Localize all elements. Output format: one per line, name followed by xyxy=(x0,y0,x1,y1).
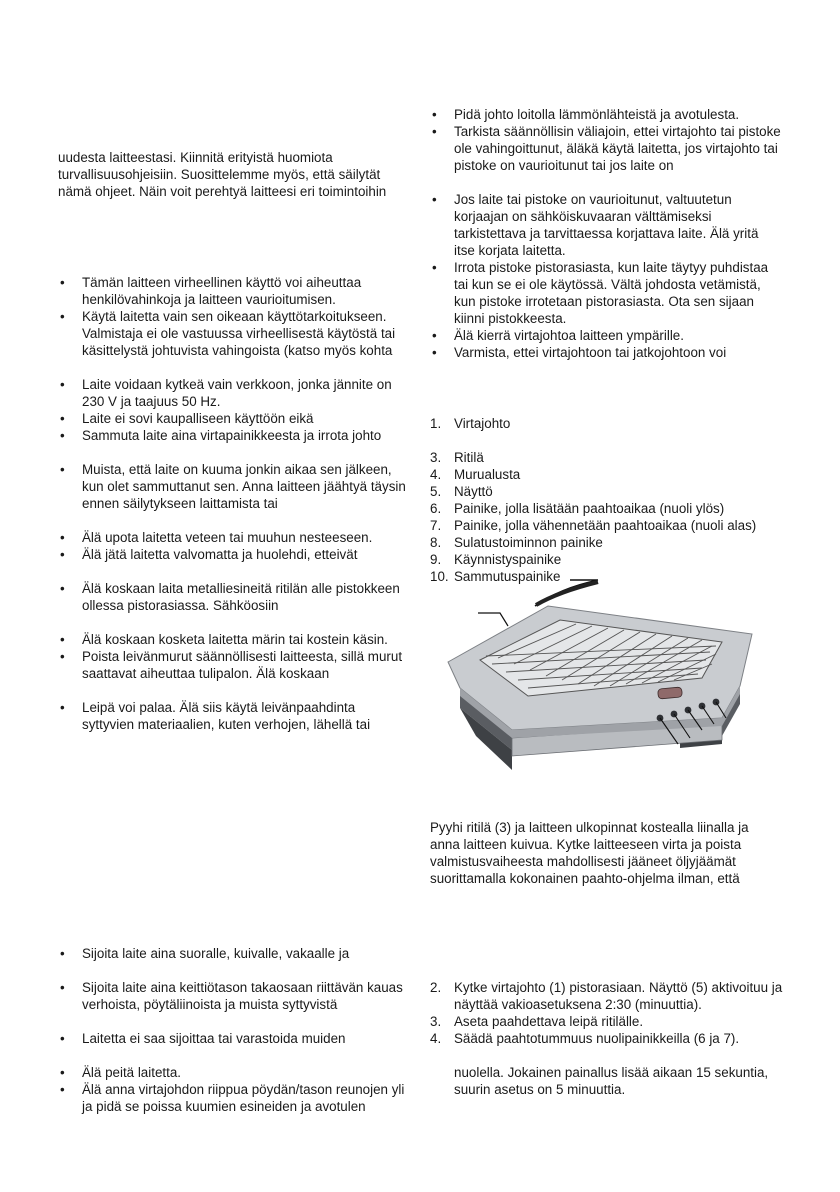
item-label: Virtajohto xyxy=(454,416,511,431)
safety-list-5 xyxy=(58,580,410,614)
parts-item xyxy=(430,449,790,466)
toaster-illustration xyxy=(440,568,760,798)
item-number: 3. xyxy=(430,450,442,465)
item-number: 8. xyxy=(430,535,442,550)
list-item: • Laite ei sovi kaupalliseen käyttöön eikä xyxy=(58,410,410,427)
step-text: Aseta paahdettava leipä ritilälle. xyxy=(454,1014,644,1029)
list-item: • Muista, että laite on kuuma jonkin aikaa sen jälkeen, kun olet sammuttanut sen. Anna laitteen jäähtyä täysin ennen säilytykseen laittamista tai xyxy=(58,461,410,512)
list-item: • Varmista, ettei virtajohtoon tai jatkojohtoon voi xyxy=(430,344,782,361)
step-item xyxy=(430,1030,790,1047)
list-item: • Sijoita laite aina suoralle, kuivalle, vakaalle ja xyxy=(58,945,410,962)
step-continuation-text: nuolella. Jokainen painallus lisää aikaan 15 sekuntia, suurin asetus on 5 minuuttia. xyxy=(454,1065,769,1097)
item-label: Näyttö xyxy=(454,484,493,499)
placement-list-4 xyxy=(58,1064,410,1115)
placement-list-2 xyxy=(58,979,410,1013)
safety-list-6 xyxy=(58,631,410,682)
cleaning-text: Pyyhi ritilä (3) ja laitteen ulkopinnat kostealla liinalla ja anna laitteen kuivua. Kytke laitteeseen virta ja poista valmistusvaiheesta mahdollisesti jääneet öljyjäämät suorittamalla kokonainen paahto-ohjelma ilman, että xyxy=(430,820,749,886)
step-number: 3. xyxy=(430,1014,442,1029)
power-cord xyxy=(536,582,598,605)
item-label: Käynnistyspainike xyxy=(454,552,562,567)
item-label: Ritilä xyxy=(454,450,484,465)
placement-list-3 xyxy=(58,1030,410,1047)
safety-list-2 xyxy=(58,376,410,444)
list-item: • Pidä johto loitolla lämmönlähteistä ja avotulesta. xyxy=(430,106,782,123)
list-item: • Älä upota laitetta veteen tai muuhun nesteeseen. xyxy=(58,529,410,546)
item-number: 5. xyxy=(430,484,442,499)
step-number: 4. xyxy=(430,1031,442,1046)
step-continuation xyxy=(454,1064,790,1098)
list-item: • Laite voidaan kytkeä vain verkkoon, jonka jännite on 230 V ja taajuus 50 Hz. xyxy=(58,376,410,410)
step-number: 2. xyxy=(430,980,442,995)
item-number: 9. xyxy=(430,552,442,567)
step-item xyxy=(430,1013,790,1030)
placement-list-1 xyxy=(58,945,410,962)
list-item: • Laitetta ei saa sijoittaa tai varastoida muiden xyxy=(58,1030,410,1047)
safety-list-4 xyxy=(58,529,410,563)
item-number: 4. xyxy=(430,467,442,482)
list-item: • Leipä voi palaa. Älä siis käytä leivänpaahdinta syttyvien materiaalien, kuten verhojen, lähellä tai xyxy=(58,699,410,733)
leader-line xyxy=(478,613,508,626)
cord-safety-list-2 xyxy=(430,191,782,361)
parts-item xyxy=(430,466,790,483)
list-item: • Älä koskaan kosketa laitetta märin tai kostein käsin. xyxy=(58,631,410,648)
list-item: • Sammuta laite aina virtapainikkeesta ja irrota johto xyxy=(58,427,410,444)
usage-steps xyxy=(430,979,790,1047)
step-item xyxy=(430,979,790,1013)
list-item: • Irrota pistoke pistorasiasta, kun laite täytyy puhdistaa tai kun se ei ole käytössä. Vältä johdosta vetämistä, kun pistoke irrotetaan pistorasiasta. Ota sen sijaan kiinni pistokkeesta. xyxy=(430,259,782,327)
item-number: 6. xyxy=(430,501,442,516)
list-item: • Sijoita laite aina keittiötason takaosaan riittävän kauas verhoista, pöytäliinoista ja muista syttyvistä xyxy=(58,979,410,1013)
parts-item xyxy=(430,483,790,500)
display-window xyxy=(658,687,683,699)
intro-text: uudesta laitteestasi. Kiinnitä erityistä huomiota turvallisuusohjeisiin. Suosittelemme myös, että säilytät nämä ohjeet. Näin voit perehtyä laitteesi eri toimintoihin xyxy=(58,150,387,199)
intro-paragraph xyxy=(58,149,408,200)
item-number: 1. xyxy=(430,416,442,431)
safety-list-3 xyxy=(58,461,410,512)
list-item: • Käytä laitetta vain sen oikeaan käyttötarkoitukseen. Valmistaja ei ole vastuussa virheellisestä käytöstä tai käsittelystä johtuvista vahingoista (katso myös kohta xyxy=(58,308,410,359)
parts-item xyxy=(430,500,790,517)
safety-list-7 xyxy=(58,699,410,733)
parts-list xyxy=(430,415,790,585)
parts-item xyxy=(430,415,790,432)
list-item: • Älä peitä laitetta. xyxy=(58,1064,410,1081)
item-label: Sulatustoiminnon painike xyxy=(454,535,603,550)
parts-item xyxy=(430,534,790,551)
item-number: 10. xyxy=(430,569,449,584)
list-item: • Älä jätä laitetta valvomatta ja huolehdi, etteivät xyxy=(58,546,410,563)
cord-safety-list-1 xyxy=(430,106,782,174)
list-item: • Tämän laitteen virheellinen käyttö voi aiheuttaa henkilövahinkoja ja laitteen vaurioitumisen. xyxy=(58,274,410,308)
list-item: • Poista leivänmurut säännöllisesti laitteesta, sillä murut saattavat aiheuttaa tulipalon. Älä koskaan xyxy=(58,648,410,682)
step-text: Säädä paahtotummuus nuolipainikkeilla (6 ja 7). xyxy=(454,1031,740,1046)
item-label: Sammutuspainike xyxy=(454,569,561,584)
parts-item xyxy=(430,551,790,568)
list-item: • Tarkista säännöllisin väliajoin, ettei virtajohto tai pistoke ole vahingoittunut, äläkä käytä laitetta, jos virtajohto tai pistoke on vaurioitunut tai jos laite on xyxy=(430,123,782,174)
list-item: • Älä kierrä virtajohtoa laitteen ympärille. xyxy=(430,327,782,344)
list-item: • Älä koskaan laita metalliesineitä ritilän alle pistokkeen ollessa pistorasiassa. Sähköosiin xyxy=(58,580,410,614)
step-text: Kytke virtajohto (1) pistorasiaan. Näyttö (5) aktivoituu ja näyttää vakioasetuksena 2:30 (minuuttia). xyxy=(454,980,783,1012)
list-item: • Älä anna virtajohdon riippua pöydän/tason reunojen yli ja pidä se poissa kuumien esineiden ja avotulen xyxy=(58,1081,410,1115)
item-label: Painike, jolla lisätään paahtoaikaa (nuoli ylös) xyxy=(454,501,725,516)
list-item: • Jos laite tai pistoke on vaurioitunut, valtuutetun korjaajan on sähköiskuvaaran välttämiseksi tarkistettava ja tarvittaessa korjattava laite. Älä yritä itse korjata laitetta. xyxy=(430,191,782,259)
cleaning-paragraph xyxy=(430,819,782,887)
parts-item xyxy=(430,517,790,534)
parts-gap xyxy=(430,432,790,449)
item-label: Murualusta xyxy=(454,467,521,482)
item-label: Painike, jolla vähennetään paahtoaikaa (nuoli alas) xyxy=(454,518,757,533)
safety-list-1 xyxy=(58,274,410,359)
item-number: 7. xyxy=(430,518,442,533)
